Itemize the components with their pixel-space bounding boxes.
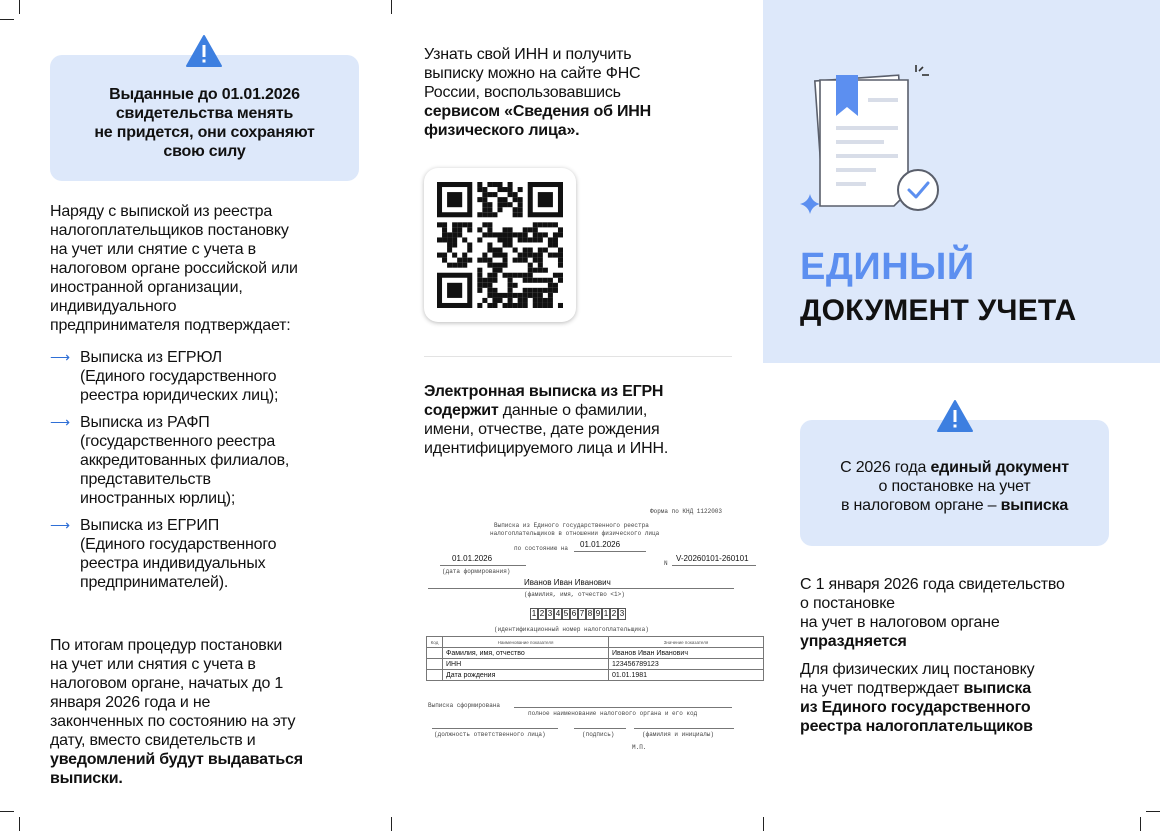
document-checkmark-icon [798, 62, 948, 222]
list-item: ⟶ Выписка из ЕГРИП (Единого государственного реестра индивидуальных предпринимателей). [50, 517, 277, 591]
list-item: ⟶ Выписка из ЕГРЮЛ (Единого государственного реестра юридических лиц); [50, 349, 279, 404]
table-row: Фамилия, имя, отчество Иванов Иван Иванович [427, 648, 764, 659]
inn-cells: 1 2 3 4 5 6 7 8 9 1 2 3 [531, 609, 625, 618]
initials-caption: (фамилия и инициалы) [642, 731, 715, 738]
abolished-paragraph: С 1 января 2026 года свидетельство о постановке на учет в налоговом органе упраздняется [800, 576, 1065, 650]
title-line-1: ЕДИНЫЙ [800, 246, 975, 288]
authority-caption: полное наименование налогового органа и его код [528, 710, 698, 717]
inn-caption: (идентификационный номер налогоплательщика) [494, 626, 649, 633]
qr-code-card[interactable] [424, 168, 576, 322]
qr-code[interactable] [437, 182, 563, 308]
position-caption: (должность ответственного лица) [434, 731, 546, 738]
formed-label: Выписка сформирована [428, 702, 501, 709]
crop-mark [1146, 811, 1160, 812]
crop-mark [391, 817, 392, 831]
table-row: Дата рождения 01.01.1981 [427, 670, 764, 681]
intro-paragraph: Наряду с выпиской из реестра налогоплательщиков постановку на учет или снятие с учета в налоговом органе российской или иностранной организации, индивидуального предпринимателя подтверждает: [50, 203, 298, 334]
form-table [426, 636, 764, 681]
crop-mark [19, 817, 20, 831]
callout-text: Выданные до 01.01.2026 свидетельства менять не придется, они сохраняют свою силу [94, 86, 315, 160]
crop-mark [763, 817, 764, 831]
form-code: Форма по КНД 1122003 [650, 508, 723, 515]
stamp-caption: М.П. [632, 744, 647, 751]
inn-info-paragraph: Узнать свой ИНН и получить выписку можно на сайте ФНС России, воспользовавшись сервисом «Сведения об ИНН физического лица». [424, 46, 652, 139]
warning-icon [936, 399, 974, 433]
as-of-date: 01.01.2026 [580, 540, 621, 549]
person-caption: (фамилия, имя, отчество <1>) [524, 591, 625, 598]
egrn-bold-word: содержит [424, 402, 499, 419]
formation-label: (дата формирования) [442, 568, 511, 575]
warning-icon [185, 34, 223, 68]
form-heading-2: налогоплательщиков в отношении физического лица [490, 530, 660, 537]
document-list [50, 348, 370, 600]
table-row: Код Наименование показателя Значение показателя [427, 637, 764, 648]
title-line-2: ДОКУМЕНТ УЧЕТА [800, 294, 1077, 327]
divider [424, 356, 732, 357]
crop-mark [391, 0, 392, 14]
egrn-paragraph: Электронная выписка из ЕГРН содержит данные о фамилии, имени, отчестве, дате рождения идентифицируемого лица и ИНН. [424, 383, 669, 457]
sample-extract-form [424, 506, 764, 756]
formation-date: 01.01.2026 [452, 554, 493, 563]
person-name: Иванов Иван Иванович [524, 578, 611, 587]
callout-text-2026: С 2026 года единый документ о постановке на учет в налоговом органе – выписка [840, 459, 1069, 514]
individuals-paragraph: Для физических лиц постановку на учет подтверждает выписка из Единого государственного реестра налогоплательщиков [800, 661, 1035, 735]
callout-box-2025 [800, 420, 1109, 546]
crop-mark [0, 19, 14, 20]
signature-caption: (подпись) [582, 731, 615, 738]
extract-number: V-20260101-260101 [676, 554, 749, 563]
crop-mark [19, 0, 20, 14]
callout-box [50, 55, 359, 181]
number-label: N [664, 560, 668, 567]
arrow-right-icon: ⟶ [50, 349, 71, 365]
table-row: ИНН 123456789123 [427, 659, 764, 670]
arrow-right-icon: ⟶ [50, 414, 71, 430]
egrn-rest: данные о фамилии, [498, 402, 648, 419]
form-heading-1: Выписка из Единого государственного реестра [494, 522, 649, 529]
arrow-right-icon: ⟶ [50, 517, 71, 533]
as-of-label: по состоянию на [514, 545, 569, 552]
crop-mark [1140, 817, 1141, 831]
list-item: ⟶ Выписка из РАФП (государственного реестра аккредитованных филиалов, представительств иностранных юрлиц); [50, 414, 290, 507]
crop-mark [0, 811, 14, 812]
outro-paragraph: По итогам процедур постановки на учет или снятия с учета в налоговом органе, начатых до 1 января 2026 года и не законченных по состоянию на эту дату, вместо свидетельств и уведомлений будут выдаваться выписки. [50, 637, 303, 787]
